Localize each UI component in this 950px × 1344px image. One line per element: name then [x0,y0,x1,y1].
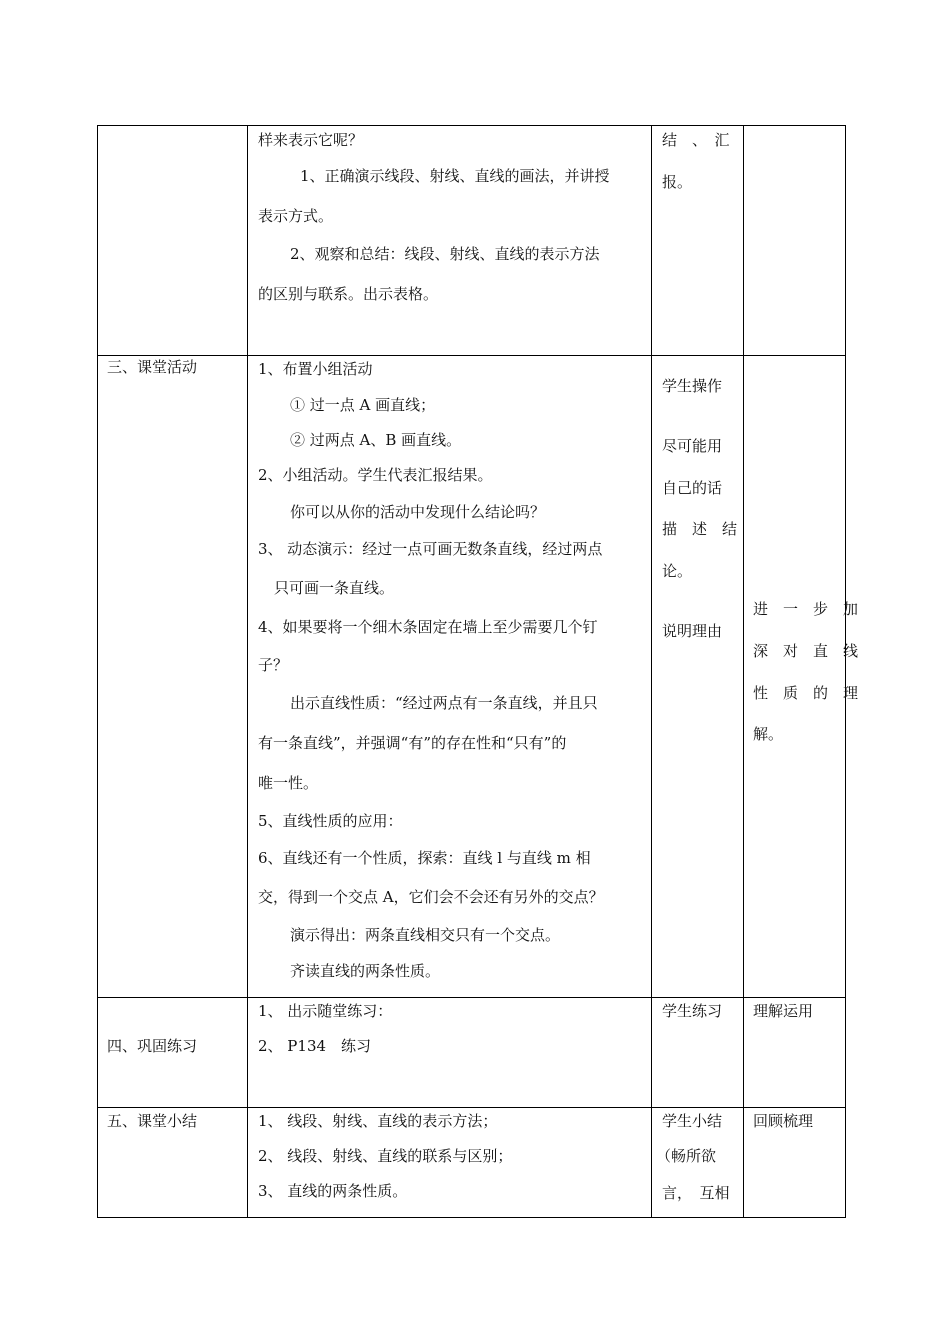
student-line: 言， 互相 [662,1184,730,1202]
student-activity-cell [652,126,744,356]
student-line: 学生操作 [662,377,723,395]
content-line: 4、如果要将一个细木条固定在墙上至少需要几个钉 [258,618,598,636]
content-line: 5、直线性质的应用： [258,812,403,830]
content-line: 表示方式。 [258,207,334,225]
content-cell [248,356,652,998]
stage-cell [98,356,248,998]
design-intent-cell [744,126,846,356]
design-intent-cell [744,998,846,1108]
student-line: 论。 [662,562,693,580]
content-line: 演示得出：两条直线相交只有一个交点。 [290,926,561,944]
content-line: 唯一性。 [258,774,319,792]
stage-cell [98,126,248,356]
content-line: 出示直线性质：“经过两点有一条直线，并且只 [290,694,598,712]
student-line: 说明理由 [662,622,723,640]
stage-label: 四、巩固练习 [107,1037,198,1055]
stage-label: 五、课堂小结 [107,1112,198,1130]
intent-line: 性 质 的 理 [753,684,859,702]
student-activity-cell [652,356,744,998]
intent-line: 进 一 步 加 [753,600,859,618]
content-line: 有一条直线”，并强调“有”的存在性和“只有”的 [258,734,567,752]
stage-cell [98,998,248,1108]
table-row [98,356,846,998]
student-line: 报。 [662,173,693,191]
content-line: ① 过一点 A 画直线； [290,396,436,414]
content-line: 1、 出示随堂练习： [258,1002,393,1020]
student-line: 结 、 汇 [662,131,730,149]
stage-label: 三、课堂活动 [107,358,198,376]
content-cell [248,1108,652,1218]
content-line: 2、小组活动。学生代表汇报结果。 [258,466,493,484]
content-line: ② 过两点 A、B 画直线。 [290,431,462,449]
student-activity-cell [652,1108,744,1218]
content-line: 2、 P134 练习 [258,1037,372,1055]
content-line: 3、 动态演示：经过一点可画无数条直线，经过两点 [258,540,603,558]
student-line: （畅所欲 [656,1147,717,1165]
content-line: 的区别与联系。出示表格。 [258,285,439,303]
content-line: 样来表示它呢？ [258,131,364,149]
intent-line: 解。 [753,725,784,743]
student-line: 描 述 结 [662,520,738,538]
content-line: 2、 线段、射线、直线的联系与区别； [258,1147,513,1165]
table-row [98,126,846,356]
content-line: 2、观察和总结：线段、射线、直线的表示方法 [290,245,600,263]
student-activity-cell [652,998,744,1108]
student-line: 自己的话 [662,479,723,497]
content-line: 齐读直线的两条性质。 [290,962,441,980]
intent-line: 理解运用 [753,1002,814,1020]
table-row [98,998,846,1108]
intent-line: 回顾梳理 [753,1112,814,1130]
design-intent-cell [744,356,859,998]
content-cell [248,998,652,1108]
design-intent-cell [744,1108,846,1218]
content-line: 只可画一条直线。 [274,579,395,597]
content-line: 6、直线还有一个性质，探索：直线 l 与直线 m 相 [258,849,591,867]
intent-line: 深 对 直 线 [753,642,859,660]
student-line: 尽可能用 [662,437,723,455]
content-line: 1、布置小组活动 [258,360,373,378]
content-line: 3、 直线的两条性质。 [258,1182,408,1200]
lesson-plan-table [97,125,859,1218]
table-row [98,1108,846,1218]
content-cell [248,126,652,356]
content-line: 1、正确演示线段、射线、直线的画法，并讲授 [300,167,610,185]
content-line: 你可以从你的活动中发现什么结论吗？ [290,503,546,521]
student-line: 学生练习 [662,1002,723,1020]
content-line: 子？ [258,656,289,674]
content-line: 交，得到一个交点 A，它们会不会还有另外的交点？ [258,888,604,906]
student-line: 学生小结 [662,1112,723,1130]
stage-cell [98,1108,248,1218]
content-line: 1、 线段、射线、直线的表示方法； [258,1112,498,1130]
